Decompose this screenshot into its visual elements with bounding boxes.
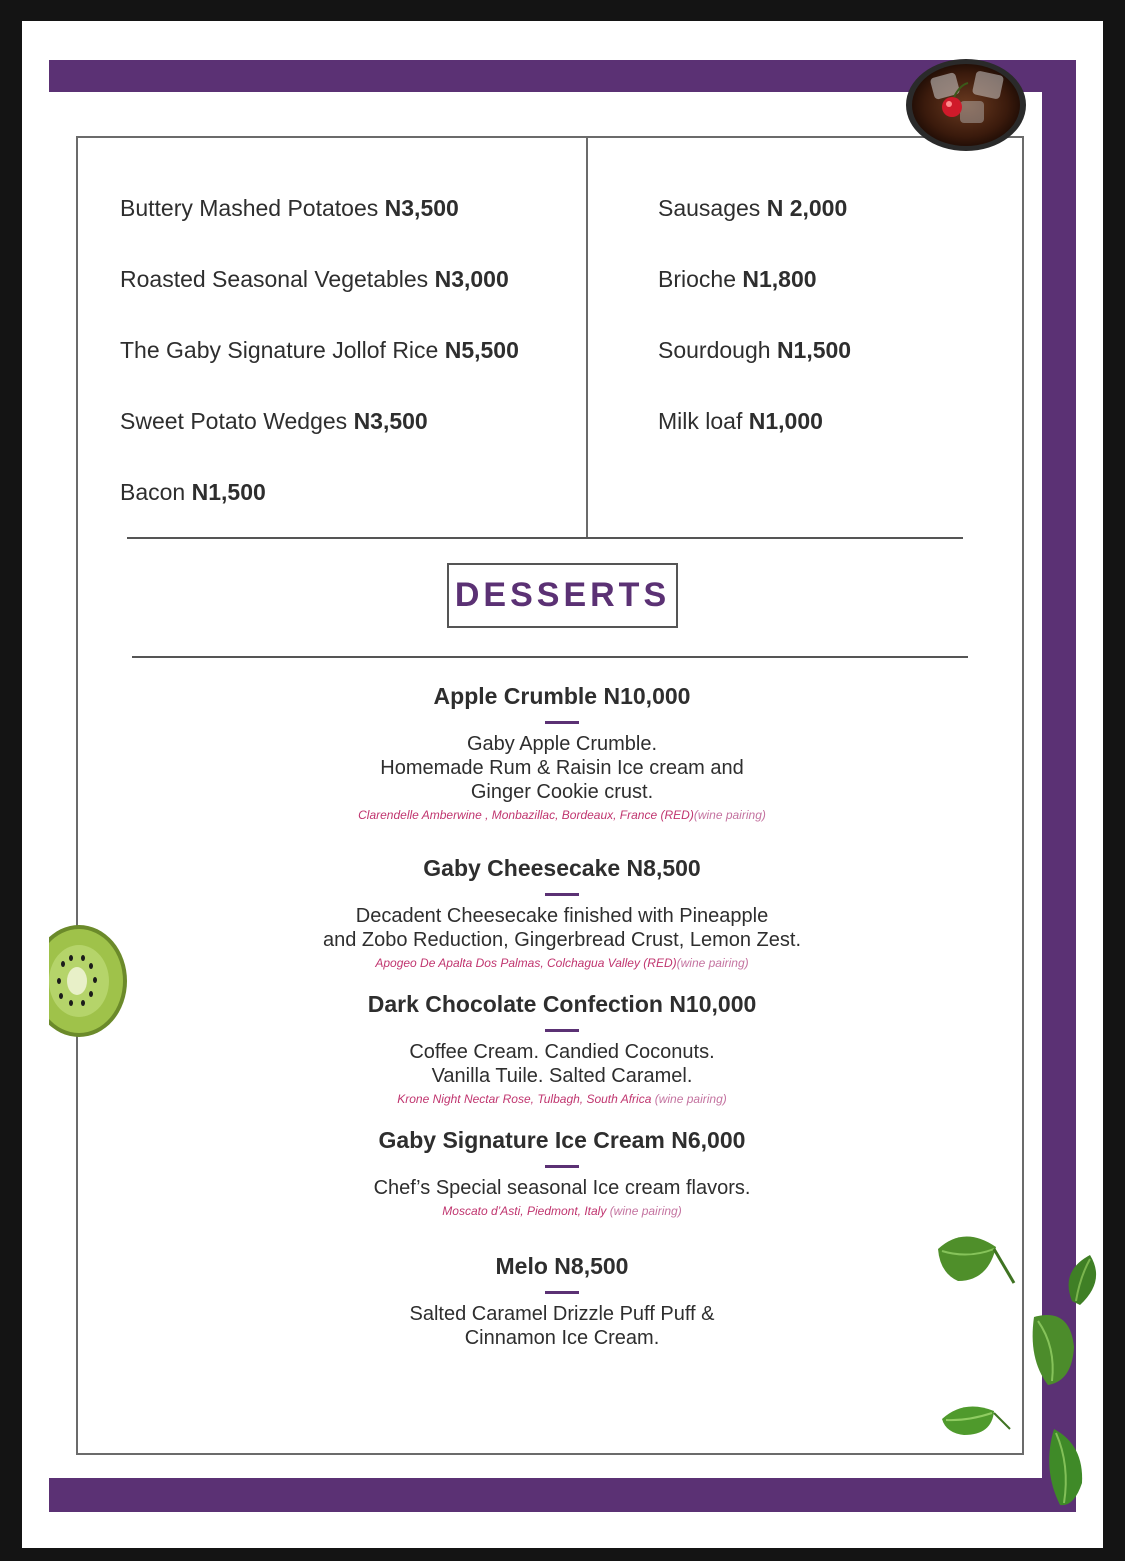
wine-pairing: [212, 806, 912, 824]
dessert-item: [212, 853, 912, 989]
dessert-description: Decadent Cheesecake finished with Pineapple and Zobo Reduction, Gingerbread Crust, Lemon Zest.: [322, 905, 802, 951]
side-item: [658, 335, 851, 406]
title-underline: [545, 721, 579, 724]
dessert-item: [212, 989, 912, 1125]
dessert-title: Gaby Cheesecake N8,500: [423, 855, 701, 881]
side-item: [120, 264, 519, 335]
side-item: [658, 406, 851, 477]
side-item-name: Milk loaf: [658, 408, 743, 434]
menu-page: [22, 21, 1103, 1548]
wine-pairing-note: (wine pairing): [693, 808, 766, 822]
dessert-item: [212, 1251, 912, 1350]
divider-line: [127, 537, 963, 539]
basil-leaf-icon: [1024, 1307, 1084, 1389]
title-underline: [545, 1165, 579, 1168]
wine-pairing-name: Clarendelle Amberwine , Monbazillac, Bordeaux, France (RED): [358, 808, 694, 822]
desserts-heading: DESSERTS: [447, 563, 678, 628]
basil-leaf-icon: [1050, 1251, 1103, 1311]
sides-left-column: [120, 193, 519, 548]
side-item-name: Brioche: [658, 266, 736, 292]
side-item-price: N3,500: [353, 408, 428, 434]
dessert-description: Gaby Apple Crumble. Homemade Rum & Raisin Ice cream and Ginger Cookie crust.: [380, 733, 744, 803]
basil-leaf-icon: [1040, 1425, 1103, 1515]
side-item-price: N1,000: [748, 408, 823, 434]
wine-pairing: [212, 954, 912, 972]
side-item-price: N1,500: [776, 337, 852, 363]
dessert-title: Dark Chocolate Confection N10,000: [367, 991, 757, 1017]
side-item-name: Sweet Potato Wedges: [120, 408, 348, 434]
divider-line: [132, 656, 968, 658]
wine-pairing: [212, 1090, 912, 1108]
sides-right-column: [658, 193, 851, 477]
wine-pairing-note: (wine pairing): [676, 956, 749, 970]
wine-pairing-note: (wine pairing): [609, 1204, 682, 1218]
dessert-title: Apple Crumble N10,000: [433, 683, 691, 709]
side-item: [658, 193, 851, 264]
dessert-item: [212, 1125, 912, 1251]
purple-band-bottom: [49, 1478, 1076, 1512]
side-item-price: N1,500: [191, 479, 266, 505]
side-item-name: Sourdough: [658, 337, 771, 363]
side-item-name: Roasted Seasonal Vegetables: [120, 266, 429, 292]
dessert-description: Chef’s Special seasonal Ice cream flavors.: [373, 1177, 751, 1199]
side-item-name: The Gaby Signature Jollof Rice: [120, 337, 439, 363]
title-underline: [545, 893, 579, 896]
side-item: [120, 406, 519, 477]
side-item-price: N3,500: [384, 195, 459, 221]
desserts-list: [212, 681, 912, 1350]
title-underline: [545, 1029, 579, 1032]
dessert-description: Coffee Cream. Candied Coconuts. Vanilla Tuile. Salted Caramel.: [409, 1041, 715, 1087]
dessert-description: Salted Caramel Drizzle Puff Puff & Cinnamon Ice Cream.: [409, 1303, 715, 1349]
wine-pairing-name: Moscato d’Asti, Piedmont, Italy: [442, 1204, 610, 1218]
title-underline: [545, 1291, 579, 1294]
wine-pairing: [212, 1202, 912, 1220]
side-item-price: N 2,000: [766, 195, 848, 221]
dessert-title: Gaby Signature Ice Cream N6,000: [378, 1127, 746, 1153]
side-item-price: N1,800: [742, 266, 817, 292]
side-item-name: Sausages: [658, 195, 761, 221]
kiwi-slice-icon: [49, 924, 127, 1040]
side-item-price: N5,500: [444, 337, 519, 363]
dessert-title: Melo N8,500: [495, 1253, 629, 1279]
wine-pairing-name: Apogeo De Apalta Dos Palmas, Colchagua Valley (RED): [375, 956, 677, 970]
basil-leaf-icon: [938, 1399, 1014, 1439]
side-item-price: N3,000: [434, 266, 509, 292]
column-divider: [586, 136, 588, 539]
side-item: [120, 335, 519, 406]
side-item-name: Buttery Mashed Potatoes: [120, 195, 379, 221]
side-item: [120, 193, 519, 264]
wine-pairing-note: (wine pairing): [654, 1092, 727, 1106]
dessert-item: [212, 681, 912, 853]
cocktail-glass-icon: [902, 57, 1030, 155]
side-item-name: Bacon: [120, 479, 186, 505]
wine-pairing-name: Krone Night Nectar Rose, Tulbagh, South Africa: [397, 1092, 655, 1106]
basil-leaf-icon: [934, 1229, 1024, 1289]
side-item: [658, 264, 851, 335]
